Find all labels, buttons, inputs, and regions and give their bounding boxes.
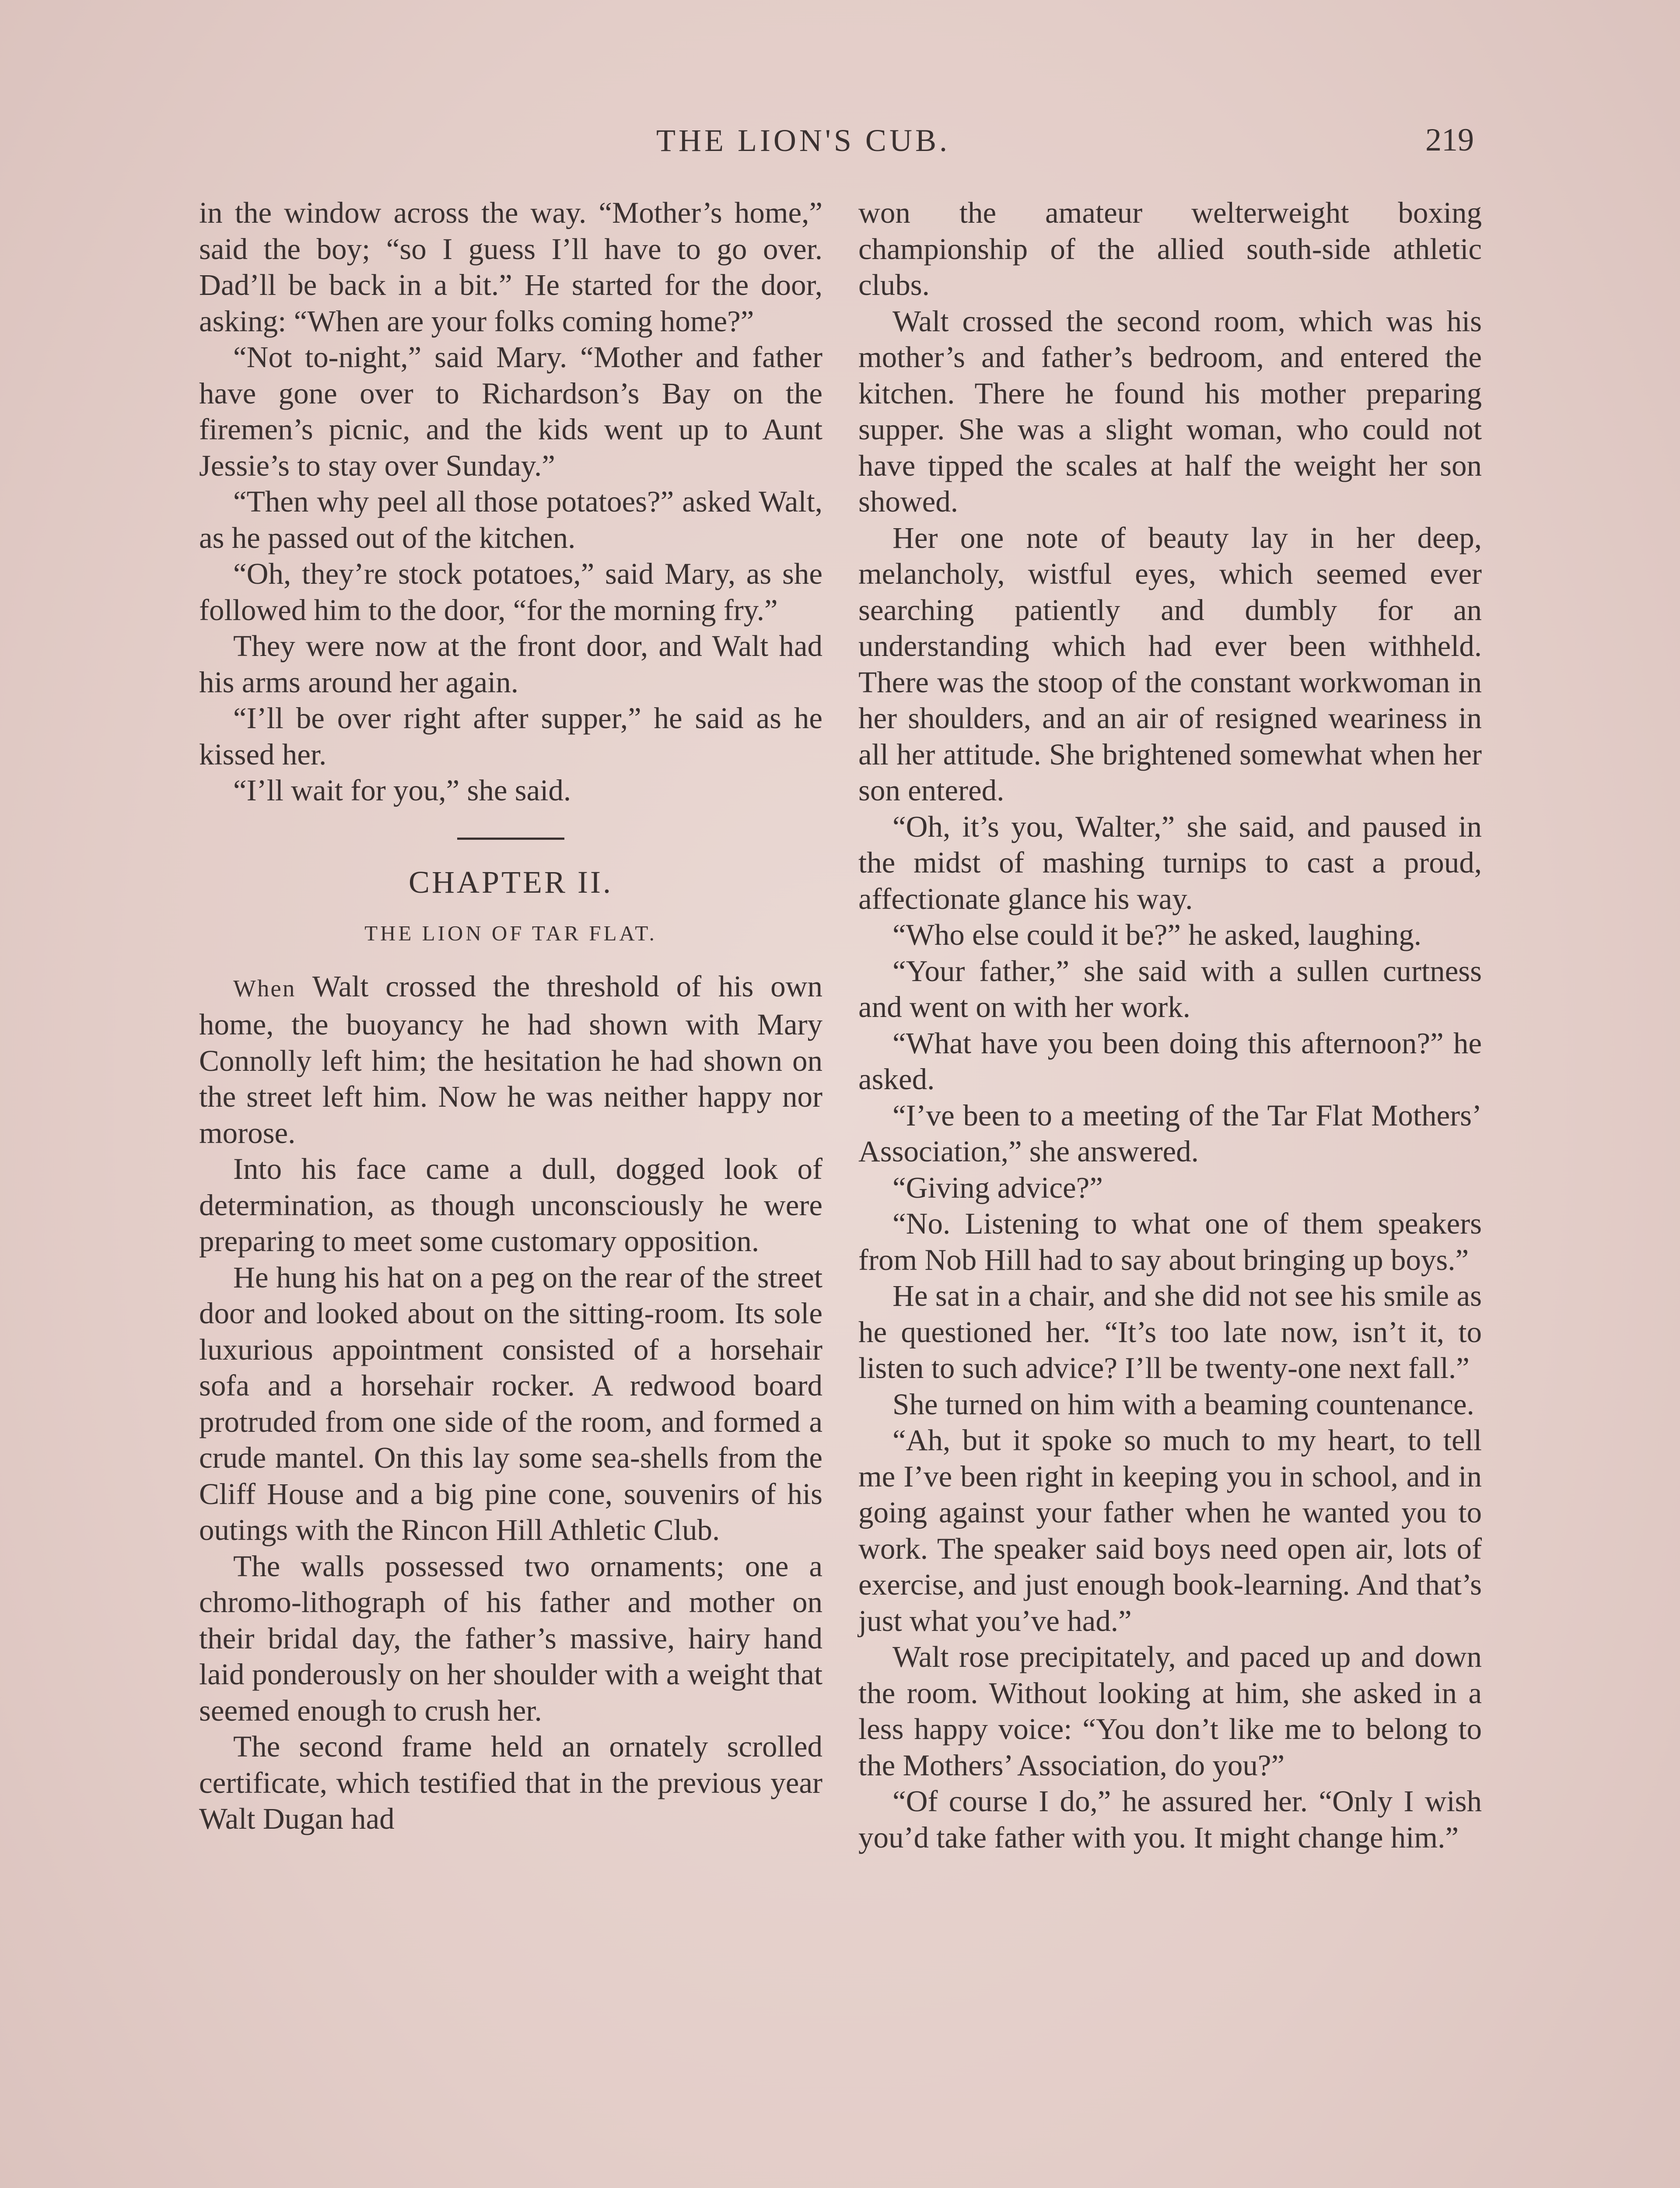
paragraph: “Of course I do,” he assured her. “Only I wish you’d take father with you. It might change him.” bbox=[858, 1785, 1482, 1854]
paragraph: The second frame held an ornately scrolled certificate, which testified that in the previous year Walt Dugan had bbox=[199, 1730, 822, 1835]
paragraph: Walt rose precipitately, and paced up and down the room. Without looking at him, she asked in a less happy voice: “You don’t like me to belong to the Mothers’ Association, do you?” bbox=[858, 1640, 1482, 1782]
paragraph: “Ah, but it spoke so much to my heart, to tell me I’ve been right in keeping you in school, and in going against your father when he wanted you to work. The speaker said boys need open air, lots of exercise, and just enough book-learning. And that’s just what you’ve had.” bbox=[858, 1424, 1482, 1637]
paragraph: “Then why peel all those potatoes?” asked Walt, as he passed out of the kitchen. bbox=[199, 485, 822, 554]
paragraph: “Oh, it’s you, Walter,” she said, and paused in the midst of mashing turnips to cast a proud, affectionate glance his way. bbox=[858, 810, 1482, 915]
paragraph: “I’ve been to a meeting of the Tar Flat Mothers’ Association,” she answered. bbox=[858, 1098, 1482, 1168]
paragraph: She turned on him with a beaming countenance. bbox=[892, 1387, 1474, 1421]
chapter-opening-paragraph bbox=[199, 968, 822, 1151]
running-title: THE LION'S CUB. bbox=[656, 123, 950, 158]
paragraph: “Not to-night,” said Mary. “Mother and father have gone over to Richardson’s Bay on the firemen’s picnic, and the kids went up to Aunt Jessie’s to stay over Sunday.” bbox=[199, 340, 822, 482]
chapter-divider-rule bbox=[457, 838, 564, 840]
paragraph: “Who else could it be?” he asked, laughing. bbox=[892, 918, 1421, 951]
paragraph: “Oh, they’re stock potatoes,” said Mary, as she followed him to the door, “for the morning fry.” bbox=[199, 557, 822, 627]
paragraph: “No. Listening to what one of them speakers from Nob Hill had to say about bringing up boys.” bbox=[858, 1207, 1482, 1276]
paragraph: Into his face came a dull, dogged look of determination, as though unconsciously he were preparing to meet some customary opposition. bbox=[199, 1152, 822, 1258]
paragraph: won the amateur welterweight boxing championship of the allied south-side athletic clubs. bbox=[858, 196, 1482, 302]
paragraph: They were now at the front door, and Walt had his arms around her again. bbox=[199, 629, 822, 699]
paragraph: “I’ll wait for you,” she said. bbox=[233, 774, 571, 807]
page-number: 219 bbox=[1425, 122, 1474, 158]
left-column bbox=[199, 195, 822, 1837]
paragraph: “Giving advice?” bbox=[892, 1171, 1103, 1204]
opening-text: Walt crossed the threshold of his own home, the buoyancy he had shown with Mary Connolly left him; the hesitation he had shown on the street left him. Now he was neither happy nor morose. bbox=[199, 969, 822, 1150]
chapter-heading: CHAPTER II. bbox=[409, 864, 613, 900]
right-column bbox=[858, 195, 1482, 1855]
paragraph: He hung his hat on a peg on the rear of the street door and looked about on the sitting-room. Its sole luxurious appointment consisted of a horsehair sofa and a horsehair rocker. A redwood board protruded from one side of the room, and formed a crude mantel. On this lay some sea-shells from the Cliff House and a big pine cone, souvenirs of his outings with the Rincon Hill Athletic Club. bbox=[199, 1260, 822, 1546]
paragraph: Walt crossed the second room, which was his mother’s and father’s bedroom, and entered the kitchen. There he found his mother preparing supper. She was a slight woman, who could not have tipped the scales at half the weight her son showed. bbox=[858, 304, 1482, 518]
paragraph: The walls possessed two ornaments; one a chromo-lithograph of his father and mother on their bridal day, the father’s massive, hairy hand laid ponderously on her shoulder with a weight that seemed enough to crush her. bbox=[199, 1549, 822, 1727]
paragraph: “Your father,” she said with a sullen curtness and went on with her work. bbox=[858, 954, 1482, 1024]
chapter-subheading: THE LION OF TAR FLAT. bbox=[364, 921, 657, 945]
paragraph: “What have you been doing this afternoon?” he asked. bbox=[858, 1026, 1482, 1096]
paragraph: in the window across the way. “Mother’s home,” said the boy; “so I guess I’ll have to go over. Dad’ll be back in a bit.” He started for the door, asking: “When are your folks coming home?” bbox=[199, 196, 822, 338]
opening-word: When bbox=[233, 975, 296, 1002]
paragraph: “I’ll be over right after supper,” he said as he kissed her. bbox=[199, 701, 822, 771]
paragraph: He sat in a chair, and she did not see his smile as he questioned her. “It’s too late now, isn’t it, to listen to such advice? I’ll be twenty-one next fall.” bbox=[858, 1279, 1482, 1385]
paragraph: Her one note of beauty lay in her deep, melancholy, wistful eyes, which seemed ever searching patiently and dumbly for an understanding which had ever been withheld. There was the stoop of the constant workwoman in her shoulders, and an air of resigned weariness in all her attitude. She brightened somewhat when her son entered. bbox=[858, 521, 1482, 807]
